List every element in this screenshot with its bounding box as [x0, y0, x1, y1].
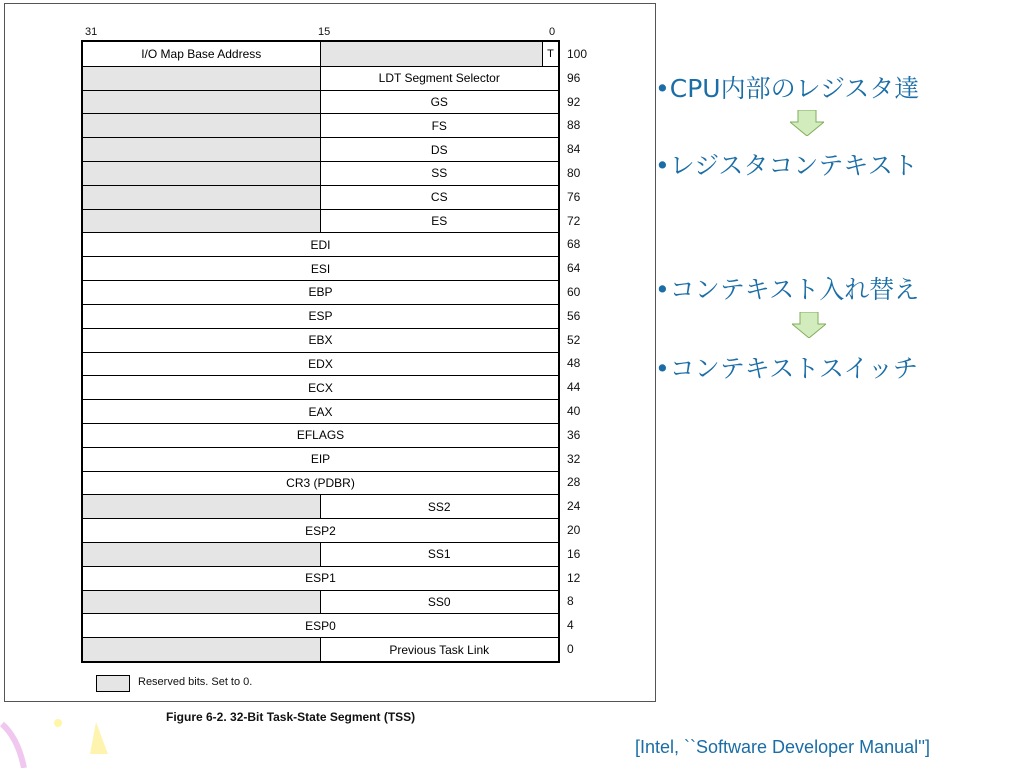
- reserved-field: [83, 591, 321, 614]
- tss-field: EDI: [310, 237, 331, 252]
- tss-row: [83, 471, 558, 495]
- tss-field: EIP: [310, 452, 331, 467]
- tss-row: [83, 185, 558, 209]
- offset-label: 56: [567, 308, 581, 323]
- down-arrow-icon: [790, 110, 824, 136]
- reserved-field: [83, 138, 321, 161]
- tss-field: SS2: [427, 499, 451, 514]
- tss-row: [83, 542, 558, 566]
- tss-row: [83, 232, 558, 256]
- offset-label: 48: [567, 356, 581, 371]
- offset-label: 96: [567, 70, 581, 85]
- tss-row: [83, 637, 558, 661]
- legend-reserved-swatch: [96, 675, 130, 692]
- tss-field: ESP: [308, 309, 333, 324]
- offset-label: 92: [567, 94, 581, 109]
- tss-row: [83, 328, 558, 352]
- reserved-field: [83, 495, 321, 518]
- offset-label: 100: [567, 46, 588, 61]
- tss-field: EBX: [308, 333, 333, 348]
- reserved-field: [83, 162, 321, 185]
- offset-label: 28: [567, 475, 581, 490]
- offset-label: 52: [567, 332, 581, 347]
- note-context-switch: •コンテキストスイッチ: [655, 354, 918, 383]
- tss-field: CR3 (PDBR): [286, 475, 355, 490]
- tss-field: CS: [430, 190, 448, 205]
- tss-row: [83, 518, 558, 542]
- tss-field: I/O Map Base Address: [83, 42, 321, 66]
- tss-field: FS: [431, 118, 447, 133]
- offset-label: 76: [567, 189, 581, 204]
- reserved-field: [83, 543, 321, 566]
- offset-label: 64: [567, 261, 581, 276]
- tss-row: [83, 399, 558, 423]
- offset-label: 4: [567, 618, 574, 633]
- tss-row: [83, 161, 558, 185]
- tss-field: ES: [431, 214, 448, 229]
- tss-field: DS: [430, 142, 448, 157]
- offset-label: 88: [567, 118, 581, 133]
- tss-field: SS0: [427, 594, 451, 609]
- bit-label-15: 15: [318, 26, 331, 38]
- reserved-field: [83, 638, 321, 661]
- tss-row: [83, 375, 558, 399]
- note-cpu-registers: •CPU内部のレジスタ達: [655, 74, 920, 103]
- tss-field: EFLAGS: [296, 428, 345, 443]
- reserved-field: [83, 114, 321, 137]
- tss-row: [83, 304, 558, 328]
- tss-row: [83, 566, 558, 590]
- tss-row: [83, 423, 558, 447]
- tss-field: ECX: [308, 380, 333, 395]
- tss-field: LDT Segment Selector: [378, 71, 500, 86]
- tss-field: SS1: [427, 547, 451, 562]
- reserved-field: [321, 42, 559, 66]
- debug-trap-bit: T: [542, 42, 558, 66]
- offset-label: 16: [567, 546, 581, 561]
- tss-row: [83, 352, 558, 376]
- tss-row: [83, 209, 558, 233]
- figure-caption: Figure 6-2. 32-Bit Task-State Segment (TSS): [166, 710, 416, 724]
- tss-field: EDX: [308, 356, 333, 371]
- offset-label: 24: [567, 499, 581, 514]
- tss-row: [83, 66, 558, 90]
- tss-row: [83, 42, 558, 66]
- tss-field: Previous Task Link: [389, 642, 490, 657]
- offset-label: 72: [567, 213, 581, 228]
- offset-label: 60: [567, 284, 581, 299]
- tss-field: GS: [430, 95, 448, 109]
- tss-field: EAX: [308, 404, 333, 419]
- tss-field: SS: [431, 166, 448, 181]
- reserved-field: [83, 91, 321, 114]
- note-register-context: •レジスタコンテキスト: [655, 151, 918, 180]
- offset-label: 40: [567, 404, 581, 419]
- tss-field: ESP2: [305, 523, 336, 538]
- tss-row: [83, 256, 558, 280]
- corner-decoration: [0, 704, 120, 768]
- tss-field: ESI: [310, 261, 331, 276]
- tss-field: EBP: [308, 285, 333, 300]
- tss-structure-diagram: [81, 40, 560, 663]
- citation: [Intel, ``Software Developer Manual'']: [635, 737, 931, 757]
- tss-row: [83, 113, 558, 137]
- tss-row: [83, 494, 558, 518]
- offset-label: 44: [567, 380, 581, 395]
- tss-field: ESP0: [305, 618, 336, 633]
- offset-label: 84: [567, 142, 581, 157]
- offset-label: 68: [567, 237, 581, 252]
- tss-row: [83, 280, 558, 304]
- tss-row: [83, 90, 558, 114]
- reserved-field: [83, 186, 321, 209]
- offset-label: 8: [567, 594, 574, 609]
- note-context-swap: •コンテキスト入れ替え: [655, 275, 920, 304]
- down-arrow-icon: [792, 312, 826, 338]
- offset-label: 20: [567, 523, 581, 538]
- bit-label-31: 31: [85, 26, 98, 38]
- bit-label-0: 0: [549, 26, 556, 38]
- offset-label: 36: [567, 427, 581, 442]
- offset-label: 12: [567, 570, 581, 585]
- reserved-field: [83, 67, 321, 90]
- offset-label: 32: [567, 451, 581, 466]
- offset-label: 0: [567, 642, 574, 657]
- tss-row: [83, 137, 558, 161]
- tss-row: [83, 447, 558, 471]
- tss-row: [83, 613, 558, 637]
- reserved-field: [83, 210, 321, 233]
- legend-reserved-text: Reserved bits. Set to 0.: [138, 676, 253, 688]
- offset-label: 80: [567, 165, 581, 180]
- tss-row: [83, 590, 558, 614]
- tss-field: ESP1: [305, 571, 336, 586]
